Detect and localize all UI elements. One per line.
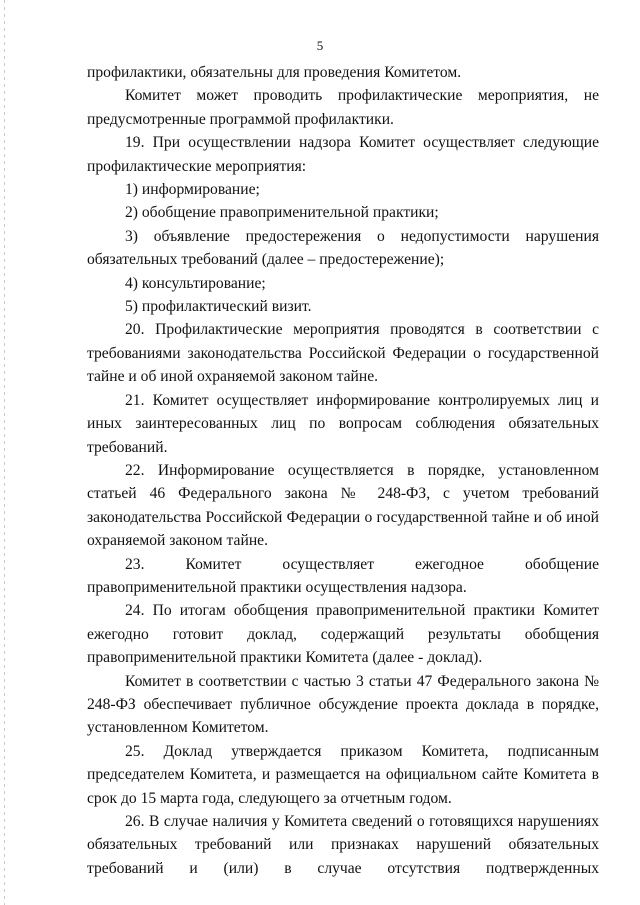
- paragraph-continuation: профилактики, обязательны для проведения Комитетом.: [87, 64, 462, 81]
- paragraph-unplanned-measures: Комитет может проводить профилактические мероприятия, не предусмотренные программой профилактики.: [87, 87, 599, 128]
- paragraph-26: 26. В случае наличия у Комитета сведений о готовящихся нарушениях обязательных требований или признаках нарушений обязательных требований и (или) в случае отсутствия подтвержденных: [87, 813, 599, 877]
- paragraph-20: 20. Профилактические мероприятия проводятся в соответствии с требованиями законодательства Российской Федерации о государственной тайне и об иной охраняемой законом тайне.: [87, 321, 599, 386]
- paragraph-25: 25. Доклад утверждается приказом Комитета, подписанным председателем Комитета, и размещается на официальном сайте Комитета в срок до 15 марта года, следующего за отчетным годом.: [87, 742, 599, 807]
- document-body: [87, 61, 599, 880]
- paragraph-23: 23. Комитет осуществляет ежегодное обобщение правоприменительной практики осуществления надзора.: [87, 555, 599, 596]
- list-item-4: 4) консультирование;: [125, 274, 266, 292]
- paragraph-24: 24. По итогам обобщения правоприменительной практики Комитет ежегодно готовит доклад, содержащий результаты обобщения правоприменительной практики Комитета (далее - доклад).: [87, 602, 599, 667]
- list-item-1: 1) информирование;: [125, 181, 260, 199]
- paragraph-19: 19. При осуществлении надзора Комитет осуществляет следующие профилактические мероприятия:: [87, 134, 599, 175]
- paragraph-public-discussion: Комитет в соответствии с частью 3 статьи 47 Федерального закона № 248-ФЗ обеспечивает публичное обсуждение проекта доклада в порядке, установленном Комитетом.: [87, 672, 599, 737]
- list-item-5: 5) профилактический визит.: [125, 298, 312, 316]
- paragraph-21: 21. Комитет осуществляет информирование контролируемых лиц и иных заинтересованных лиц по вопросам соблюдения обязательных требований.: [87, 391, 599, 456]
- list-item-2: 2) обобщение правоприменительной практики;: [125, 204, 439, 222]
- paragraph-22: 22. Информирование осуществляется в порядке, установленном статьей 46 Федерального закона № 248-ФЗ, с учетом требований законодательства Российской Федерации о государственной тайне и об иной охраняемой законом тайне.: [87, 461, 599, 550]
- list-item-3: 3) объявление предостережения о недопустимости нарушения обязательных требований (далее – предостережение);: [87, 227, 599, 269]
- page-edge-dots: [4, 0, 5, 905]
- page-number: 5: [316, 38, 324, 53]
